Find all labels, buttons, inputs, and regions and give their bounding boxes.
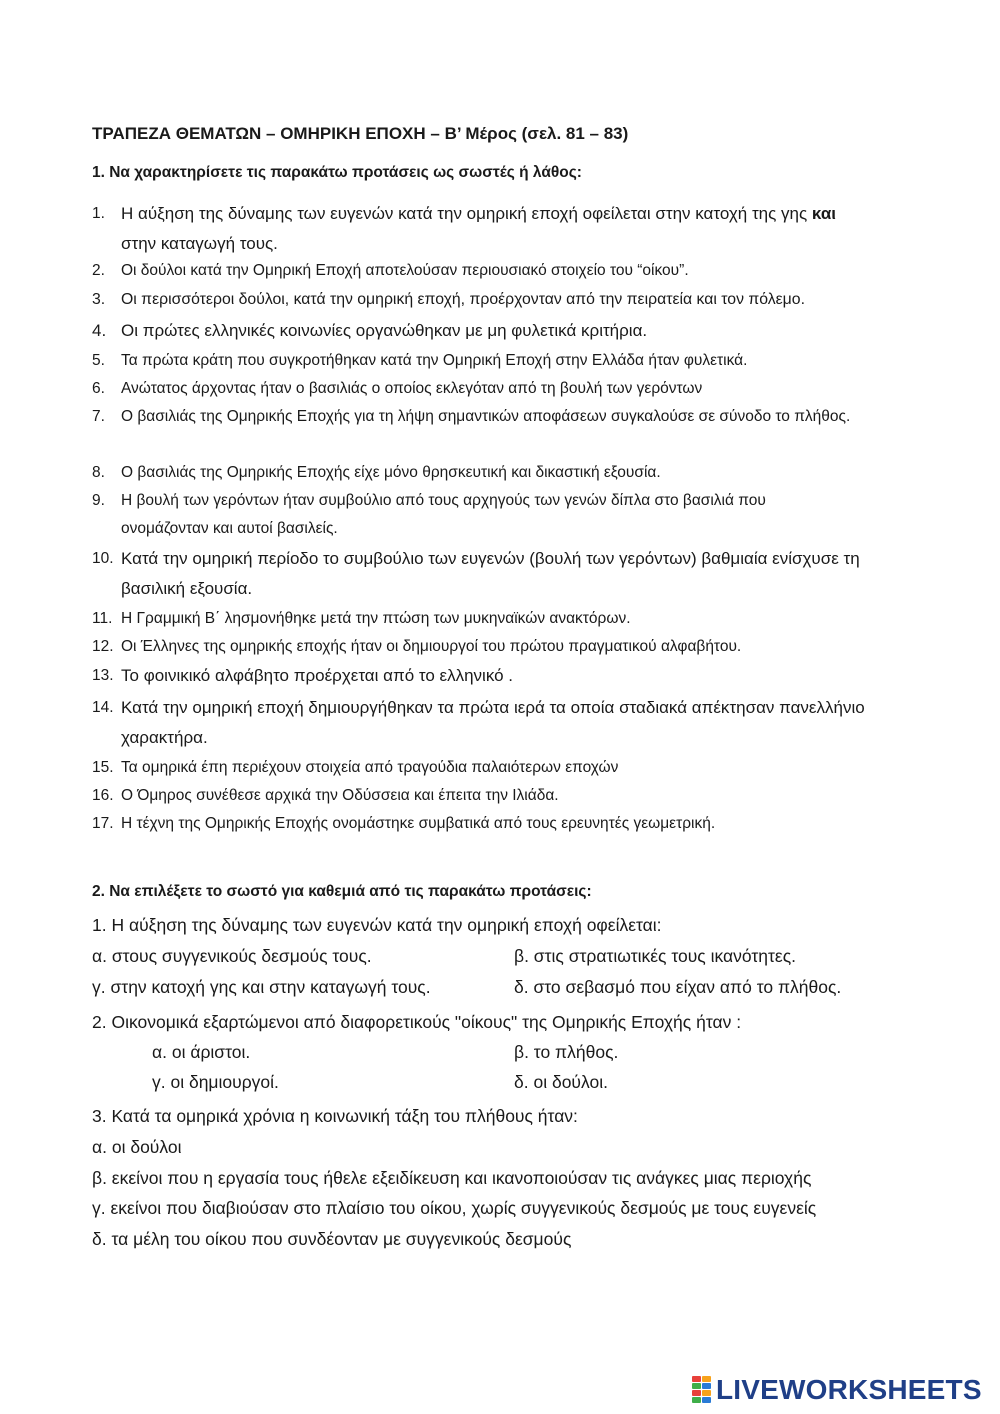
item-number: 16.	[92, 787, 114, 804]
item-number: 13.	[92, 667, 114, 684]
section1-heading: 1. Να χαρακτηρίσετε τις παρακάτω προτάσεις ως σωστές ή λάθος:	[92, 164, 582, 181]
q1-option-b: β. στις στρατιωτικές τους ικανότητες.	[514, 946, 797, 966]
q2-option-a: α. οι άριστοι.	[152, 1042, 251, 1062]
item-number: 12.	[92, 638, 114, 655]
item-text: Η αύξηση της δύναμης των ευγενών κατά την ομηρική εποχή οφείλεται στην κατοχή της γης	[121, 204, 812, 223]
item-text: Ο Όμηρος συνέθεσε αρχικά την Οδύσσεια και έπειτα την Ιλιάδα.	[121, 787, 559, 804]
item-text: Οι περισσότεροι δούλοι, κατά την ομηρική εποχή, προέρχονταν από την πειρατεία και τον πόλεμο.	[121, 291, 805, 308]
liveworksheets-logo-icon	[692, 1376, 712, 1404]
item-text: Κατά την ομηρική εποχή δημιουργήθηκαν τα πρώτα ιερά τα οποία σταδιακά απέκτησαν πανελλήνιο χαρακτήρα.	[121, 698, 865, 747]
item-text-bold: και	[811, 204, 837, 223]
item-number: 9.	[92, 492, 105, 509]
item-number: 11.	[92, 610, 113, 627]
item-text: Τα ομηρικά έπη περιέχουν στοιχεία από τραγούδια παλαιότερων εποχών	[121, 759, 619, 776]
page-title: ΤΡΑΠΕΖΑ ΘΕΜΑΤΩΝ – ΟΜΗΡΙΚΗ ΕΠΟΧΗ – Β’ Μέρος (σελ. 81 – 83)	[92, 124, 629, 143]
section2-heading: 2. Να επιλέξετε το σωστό για καθεμιά από τις παρακάτω προτάσεις:	[92, 883, 592, 900]
question-3: 3. Κατά τα ομηρικά χρόνια η κοινωνική τάξη του πλήθους ήταν:	[92, 1106, 578, 1126]
item-text: Κατά την ομηρική περίοδο το συμβούλιο των ευγενών (βουλή των γερόντων) βαθμιαία ενίσχυσε τη βασιλική εξουσία.	[121, 549, 860, 598]
liveworksheets-logo-text: LIVEWORKSHEETS	[716, 1374, 982, 1405]
item-number: 1.	[92, 205, 105, 222]
item-text: Οι πρώτες ελληνικές κοινωνίες οργανώθηκαν με μη φυλετικά κριτήρια.	[121, 321, 648, 340]
liveworksheets-logo	[692, 1372, 982, 1408]
question-2: 2. Οικονομικά εξαρτώμενοι από διαφορετικούς "οίκους" της Ομηρικής Εποχής ήταν :	[92, 1012, 742, 1032]
q3-option-d: δ. τα μέλη του οίκου που συνδέονταν με συγγενικούς δεσμούς	[92, 1229, 572, 1249]
item-text: Η Γραμμική Β΄ λησμονήθηκε μετά την πτώση των μυκηναϊκών ανακτόρων.	[121, 610, 631, 627]
item-number: 4.	[92, 321, 107, 340]
q1-option-c: γ. στην κατοχή γης και στην καταγωγή τους.	[92, 977, 431, 997]
item-text: Η τέχνη της Ομηρικής Εποχής ονομάστηκε συμβατικά από τους ερευνητές γεωμετρική.	[121, 815, 716, 832]
item-number: 2.	[92, 262, 105, 279]
item-number: 10.	[92, 550, 114, 567]
q1-option-a: α. στους συγγενικούς δεσμούς τους.	[92, 946, 372, 966]
item-text: Οι Έλληνες της ομηρικής εποχής ήταν οι δημιουργοί του πρώτου πραγματικού αλφαβήτου.	[121, 638, 742, 655]
item-number: 3.	[92, 291, 106, 308]
item-text-continued: στην καταγωγή τους.	[121, 234, 278, 253]
item-number: 8.	[92, 464, 105, 481]
item-text: Τα πρώτα κράτη που συγκροτήθηκαν κατά την Ομηρική Εποχή στην Ελλάδα ήταν φυλετικά.	[121, 352, 748, 369]
q2-option-b: β. το πλήθος.	[514, 1042, 619, 1062]
item-text: Οι δούλοι κατά την Ομηρική Εποχή αποτελούσαν περιουσιακό στοιχείο του “οίκου”.	[121, 262, 689, 279]
item-number: 14.	[92, 699, 114, 716]
item-number: 7.	[92, 408, 105, 425]
q3-option-c: γ. εκείνοι που διαβιούσαν στο πλαίσιο του οίκου, χωρίς συγγενικούς δεσμούς με τους ευγενείς	[92, 1198, 817, 1218]
item-number: 17.	[92, 815, 114, 832]
q2-option-c: γ. οι δημιουργοί.	[152, 1072, 279, 1092]
item-text: Η βουλή των γερόντων ήταν συμβούλιο από τους αρχηγούς των γενών δίπλα στο βασιλιά που ονομάζονταν και αυτοί βασιλείς.	[121, 492, 766, 537]
item-number: 15.	[92, 759, 114, 776]
item-number: 6.	[92, 380, 105, 397]
q3-option-a: α. οι δούλοι	[92, 1137, 182, 1157]
item-number: 5.	[92, 352, 105, 369]
item-text: Ο βασιλιάς της Ομηρικής Εποχής είχε μόνο θρησκευτική και δικαστική εξουσία.	[121, 464, 661, 481]
item-text: Το φοινικικό αλφάβητο προέρχεται από το ελληνικό .	[121, 666, 514, 685]
q2-option-d: δ. οι δούλοι.	[514, 1072, 608, 1092]
item-text: Ανώτατος άρχοντας ήταν ο βασιλιάς ο οποίος εκλεγόταν από τη βουλή των γερόντων	[121, 380, 703, 397]
item-text: Ο βασιλιάς της Ομηρικής Εποχής για τη λήψη σημαντικών αποφάσεων συγκαλούσε σε σύνοδο το πλήθος.	[121, 408, 851, 425]
q3-option-b: β. εκείνοι που η εργασία τους ήθελε εξειδίκευση και ικανοποιούσαν τις ανάγκες μιας περιοχής	[92, 1168, 812, 1188]
q1-option-d: δ. στο σεβασμό που είχαν από το πλήθος.	[514, 977, 842, 997]
question-1: 1. Η αύξηση της δύναμης των ευγενών κατά την ομηρική εποχή οφείλεται:	[92, 915, 662, 935]
